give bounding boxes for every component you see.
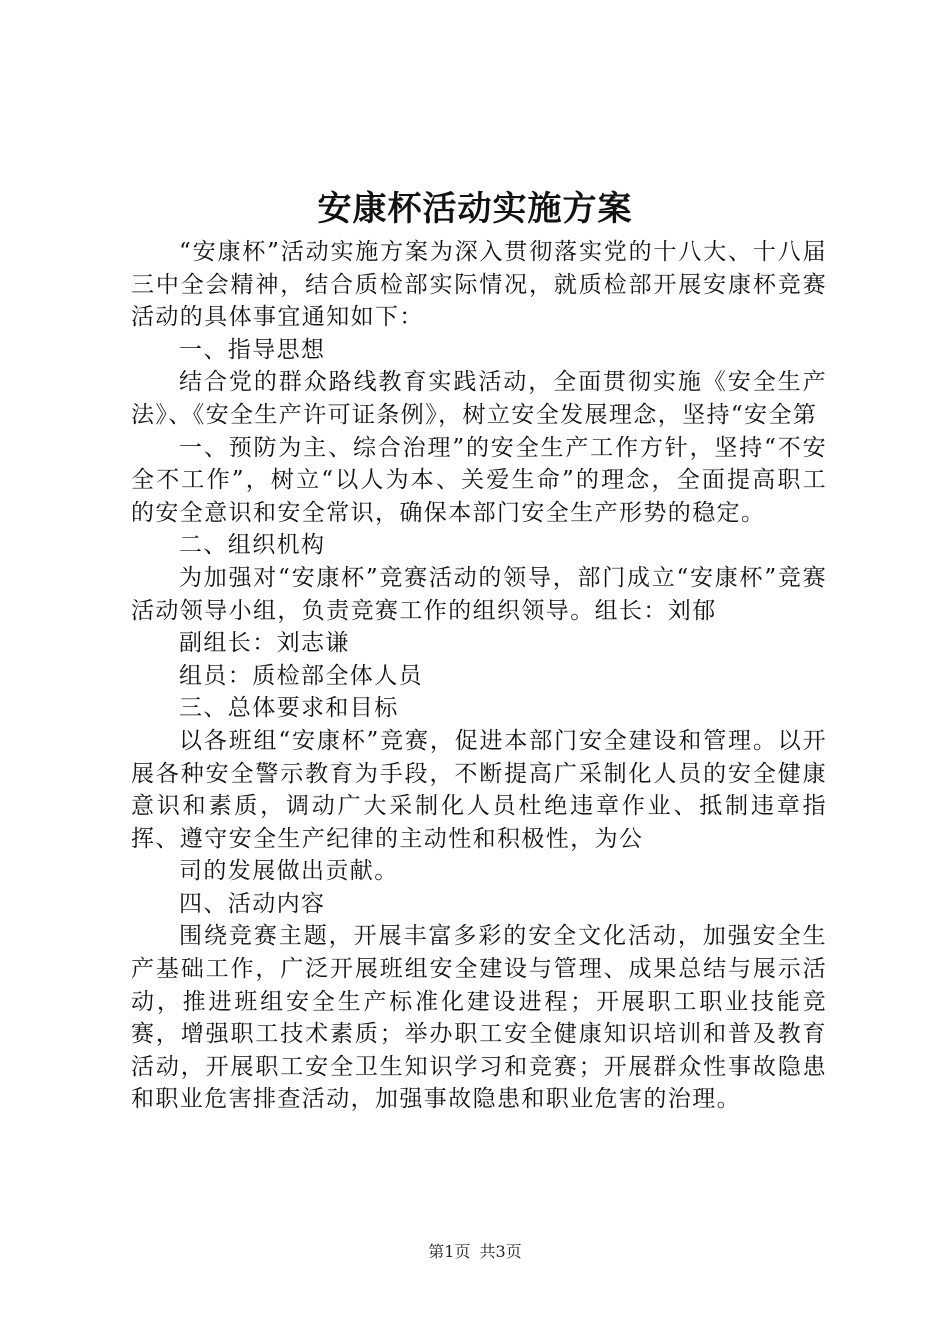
guiding-ideology-paragraph: 结合党的群众路线教育实践活动，全面贯彻实施《安全生产法》、《安全生产许可证条例》，树立安全发展理念，坚持“安全第 — [131, 369, 827, 428]
guiding-ideology-continuation: 一、预防为主、综合治理”的安全生产工作方针，坚持“不安全不工作”，树立“以人为本、关爱生命”的理念，全面提高职工的安全意识和安全常识，确保本部门安全生产形势的稳定。 — [131, 434, 827, 526]
intro-paragraph: “安康杯”活动实施方案为深入贯彻落实党的十八大、十八届三中全会精神，结合质检部实际情况，就质检部开展安康杯竞赛活动的具体事宜通知如下： — [131, 239, 827, 331]
requirements-paragraph: 以各班组“安康杯”竞赛，促进本部门安全建设和管理。以开展各种安全警示教育为手段，不断提高广采制化人员的安全健康意识和素质，调动广大采制化人员杜绝违章作业、抵制违章指挥、遵守安全生产纪律的主动性和积极性，为公 — [131, 727, 827, 852]
document-body — [131, 236, 827, 1116]
members-line: 组员：质检部全体人员 — [179, 662, 423, 689]
section-heading-requirements: 三、总体要求和目标 — [179, 695, 399, 722]
section-heading-activities: 四、活动内容 — [179, 890, 326, 917]
requirements-continuation: 司的发展做出贡献。 — [179, 858, 399, 885]
document-title: 安康杯活动实施方案 — [317, 189, 633, 229]
organization-paragraph: 为加强对“安康杯”竞赛活动的领导，部门成立“安康杯”竞赛活动领导小组，负责竞赛工作的组织领导。组长：刘郁 — [131, 564, 827, 624]
deputy-leader-line: 副组长：刘志谦 — [179, 630, 350, 657]
page-total: 共3页 — [479, 1242, 522, 1261]
page-number: 第1页 — [428, 1242, 471, 1261]
activities-paragraph: 围绕竞赛主题，开展丰富多彩的安全文化活动，加强安全生产基础工作，广泛开展班组安全建设与管理、成果总结与展示活动，推进班组安全生产标准化建设进程；开展职工职业技能竞赛，增强职工技术素质；举办职工安全健康知识培训和普及教育活动，开展职工安全卫生知识学习和竞赛；开展群众性事故隐患和职业危害排查活动，加强事故隐患和职业危害的治理。 — [131, 923, 827, 1113]
section-heading-organization: 二、组织机构 — [179, 532, 326, 559]
page-footer — [0, 1241, 950, 1263]
section-heading-guiding-ideology: 一、指导思想 — [179, 336, 326, 363]
